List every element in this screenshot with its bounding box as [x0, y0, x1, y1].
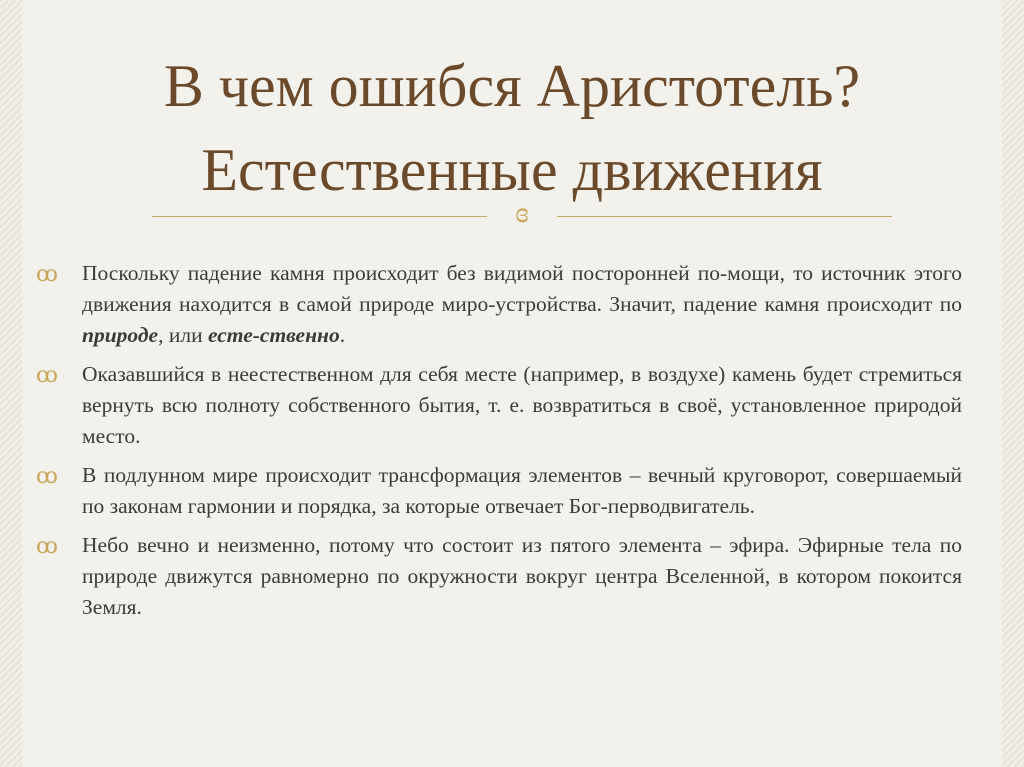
title-line-2: Естественные движения — [201, 137, 823, 203]
list-item — [34, 530, 962, 623]
bullet-icon: ꝏ — [36, 261, 58, 286]
divider-line-right — [557, 216, 892, 217]
title-line-1: В чем ошибся Аристотель? — [163, 53, 861, 119]
bullet-list — [34, 258, 962, 631]
bullet-icon: ꝏ — [36, 463, 58, 488]
bullet-icon: ꝏ — [36, 533, 58, 558]
slide-title — [22, 44, 1002, 212]
list-item-text: Небо вечно и неизменно, потому что состоит из пятого элемента – эфира. Эфирные тела по природе движутся равномерно по окружности вокруг центра Вселенной, в котором покоится Земля. — [82, 533, 962, 619]
slide — [22, 0, 1002, 767]
bullet-icon: ꝏ — [36, 362, 58, 387]
title-divider — [152, 196, 892, 229]
left-decorative-border — [0, 0, 22, 767]
list-item — [34, 258, 962, 351]
divider-line-left — [152, 216, 487, 217]
list-item-text: В подлунном мире происходит трансформация элементов – вечный круговорот, совершаемый по законам гармонии и порядка, за которые отвечает Бог-перводвигатель. — [82, 463, 962, 518]
list-item-text: Поскольку падение камня происходит без видимой посторонней по-мощи, то источник этого движения находится в самой природе миро-устройства. Значит, падение камня происходит по — [82, 261, 962, 316]
list-item — [34, 359, 962, 452]
list-item — [34, 460, 962, 522]
list-item-text: . — [339, 323, 346, 347]
right-decorative-border — [1002, 0, 1024, 767]
list-item-text: , или — [158, 323, 208, 347]
emphasis-text: есте-ственно — [207, 323, 340, 347]
emphasis-text: природе — [82, 323, 159, 347]
ornament-icon: ɞ — [515, 196, 529, 229]
list-item-text: Оказавшийся в неестественном для себя месте (например, в воздухе) камень будет стремиться вернуть всю полноту собственного бытия, т. е. возвратиться в своё, установленное природой место. — [82, 362, 962, 448]
